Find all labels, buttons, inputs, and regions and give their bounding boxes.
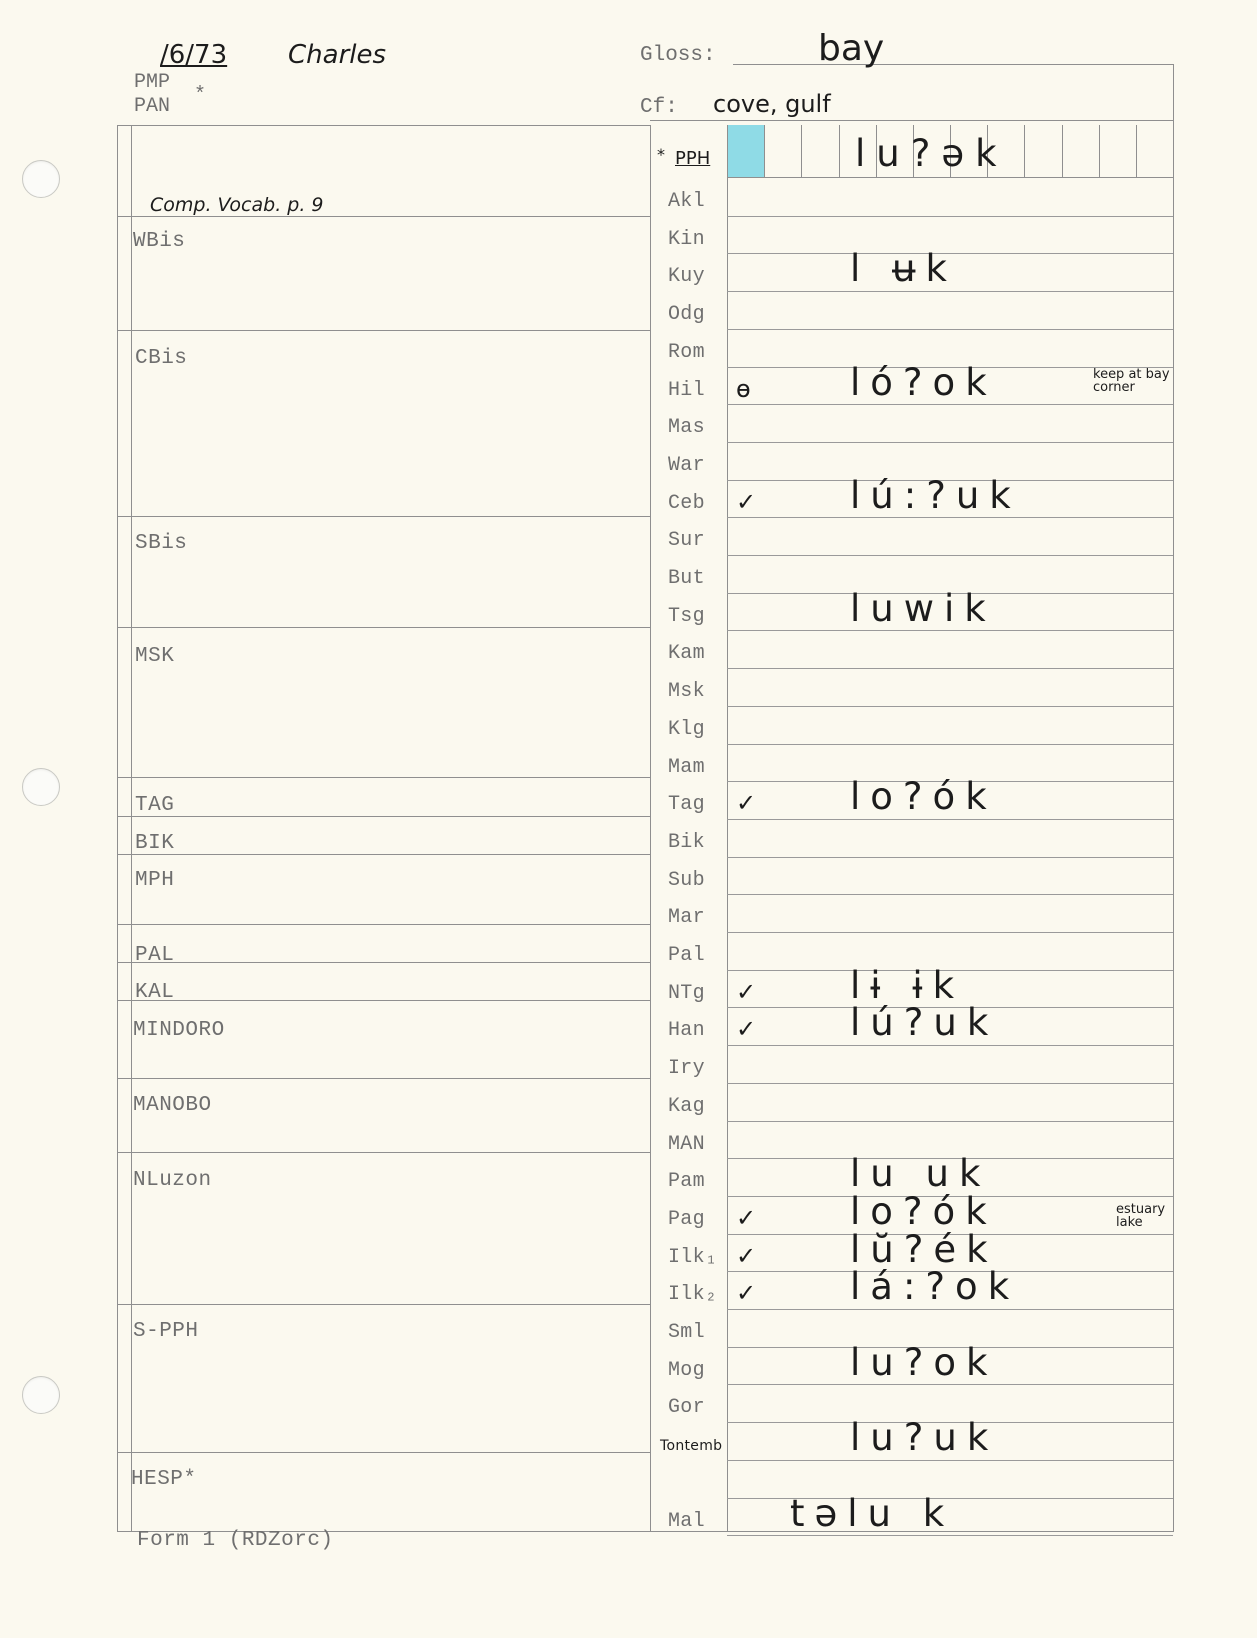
reflex-form: lɨ ɨk bbox=[850, 963, 965, 1007]
punch-hole bbox=[22, 160, 60, 198]
group-hesp: HESP* bbox=[131, 1468, 197, 1491]
group-divider bbox=[117, 1304, 650, 1305]
row-rule bbox=[727, 1083, 1173, 1084]
proto-form: lu?ək bbox=[855, 132, 1008, 175]
language-label: NTg bbox=[668, 981, 705, 1005]
language-label: Kuy bbox=[668, 265, 705, 289]
proto-cell-divider bbox=[1024, 125, 1025, 177]
row-rule bbox=[727, 517, 1173, 518]
language-label: Sub bbox=[668, 868, 705, 892]
group-s-pph: S-PPH bbox=[133, 1320, 199, 1343]
language-label: Gor bbox=[668, 1396, 705, 1420]
proto-cell-divider bbox=[1062, 125, 1063, 177]
proto-cell-divider bbox=[764, 125, 765, 177]
pag-note: estuary lake bbox=[1116, 1202, 1166, 1230]
gloss-underline bbox=[733, 64, 1173, 65]
group-pal: PAL bbox=[135, 944, 175, 967]
language-label: Tontemb bbox=[660, 1438, 723, 1455]
row-rule bbox=[727, 329, 1173, 330]
row-rule bbox=[727, 744, 1173, 745]
language-label: Kin bbox=[668, 227, 705, 251]
reflex-form: lú:?uk bbox=[850, 473, 1021, 517]
star-mark: * bbox=[194, 84, 207, 107]
group-mph: MPH bbox=[135, 869, 175, 892]
group-divider bbox=[117, 216, 650, 217]
group-divider bbox=[117, 1078, 650, 1079]
pmp-label: PMP bbox=[134, 71, 171, 94]
punch-hole bbox=[22, 768, 60, 806]
group-divider bbox=[117, 924, 650, 925]
check-mark: ✓ bbox=[736, 1279, 757, 1308]
proto-cell-divider bbox=[1136, 125, 1137, 177]
language-label: Msk bbox=[668, 680, 705, 704]
reflex-form: lo?ók bbox=[850, 775, 997, 819]
reflex-form: luwik bbox=[850, 586, 996, 630]
check-mark: ✓ bbox=[736, 1203, 757, 1232]
group-divider bbox=[117, 816, 650, 817]
proto-label: PPH bbox=[675, 148, 711, 169]
language-label: Ceb bbox=[668, 491, 705, 515]
group-divider bbox=[117, 1152, 650, 1153]
form-footer: Form 1 (RDZorc) bbox=[137, 1529, 334, 1552]
punch-hole bbox=[22, 1376, 60, 1414]
language-label: Mam bbox=[668, 755, 705, 779]
row-rule bbox=[727, 442, 1173, 443]
reflex-form: lá:?ok bbox=[850, 1265, 1020, 1309]
group-kal: KAL bbox=[135, 981, 175, 1004]
language-label: Tag bbox=[668, 793, 705, 817]
check-mark: ✓ bbox=[736, 1015, 757, 1044]
group-mindoro: MINDORO bbox=[133, 1019, 225, 1042]
language-label: Pal bbox=[668, 944, 705, 967]
group-divider bbox=[117, 516, 650, 517]
language-label: Akl bbox=[668, 190, 705, 213]
group-divider bbox=[117, 854, 650, 855]
row-rule bbox=[727, 404, 1173, 405]
reflex-form: lo?ók bbox=[850, 1189, 997, 1233]
source-note: Comp. Vocab. p. 9 bbox=[150, 194, 324, 216]
row-rule bbox=[727, 706, 1173, 707]
row-rule bbox=[727, 1309, 1173, 1310]
group-nluzon: NLuzon bbox=[133, 1169, 212, 1192]
language-label: Odg bbox=[668, 303, 705, 327]
check-mark: ɵ bbox=[736, 374, 751, 403]
left-inner-border bbox=[131, 125, 132, 1532]
gloss-label: Gloss: bbox=[640, 44, 716, 67]
proto-star: * bbox=[657, 145, 665, 164]
check-mark: ✓ bbox=[736, 789, 757, 818]
language-label: Sml bbox=[668, 1321, 705, 1344]
pan-label: PAN bbox=[134, 95, 171, 118]
group-wbis: WBis bbox=[133, 230, 186, 253]
language-label: Rom bbox=[668, 340, 705, 364]
reflex-form: lú?uk bbox=[850, 1001, 999, 1045]
group-divider bbox=[117, 627, 650, 628]
language-label: Tsg bbox=[668, 604, 705, 628]
group-tag: TAG bbox=[135, 794, 175, 817]
row-rule bbox=[727, 932, 1173, 933]
language-label: Hil bbox=[668, 378, 705, 402]
top-border-left bbox=[117, 125, 650, 126]
reflex-form: təlu k bbox=[790, 1491, 955, 1535]
language-label: Bik bbox=[668, 830, 705, 854]
proto-cell-divider bbox=[1099, 125, 1100, 177]
lang-column-divider bbox=[727, 125, 728, 1532]
group-sbis: SBis bbox=[135, 532, 188, 555]
language-label: Klg bbox=[668, 717, 705, 741]
language-label: Sur bbox=[668, 529, 705, 553]
date: /6/73 bbox=[160, 40, 228, 70]
check-mark: ✓ bbox=[736, 977, 757, 1006]
row-rule bbox=[727, 1535, 1173, 1536]
reflex-form: l ʉk bbox=[850, 247, 957, 291]
row-rule bbox=[727, 819, 1173, 820]
row-rule bbox=[727, 1384, 1173, 1385]
reflex-form: lu?uk bbox=[850, 1416, 999, 1460]
reflex-form: lu uk bbox=[850, 1152, 991, 1196]
language-label: Kag bbox=[668, 1094, 705, 1118]
group-divider bbox=[117, 1452, 650, 1453]
group-bik: BIK bbox=[135, 832, 175, 855]
group-manobo: MANOBO bbox=[133, 1094, 212, 1117]
row-rule bbox=[727, 894, 1173, 895]
language-label: But bbox=[668, 567, 705, 590]
gloss-value: bay bbox=[818, 28, 885, 69]
check-mark: ✓ bbox=[736, 487, 757, 516]
left-border bbox=[117, 125, 118, 1532]
group-divider bbox=[117, 1000, 650, 1001]
proto-cell-divider bbox=[801, 125, 802, 177]
group-divider bbox=[117, 777, 650, 778]
row-rule bbox=[727, 1121, 1173, 1122]
language-label: Kam bbox=[668, 642, 705, 666]
reflex-form: lŭ?ék bbox=[850, 1227, 998, 1271]
collector-name: Charles bbox=[288, 40, 387, 70]
language-label: Mar bbox=[668, 906, 705, 930]
language-label: Ilk₁ bbox=[668, 1245, 718, 1269]
row-rule bbox=[727, 630, 1173, 631]
cf-label: Cf: bbox=[640, 96, 678, 119]
proto-cell-divider bbox=[839, 125, 840, 177]
group-divider bbox=[117, 962, 650, 963]
row-rule bbox=[727, 291, 1173, 292]
row-rule bbox=[727, 1045, 1173, 1046]
language-label: Mal bbox=[668, 1509, 705, 1533]
center-divider bbox=[650, 125, 651, 1532]
language-label: MAN bbox=[668, 1132, 705, 1156]
language-label: Mas bbox=[668, 416, 705, 440]
reflex-form: lu?ok bbox=[850, 1340, 998, 1384]
group-msk: MSK bbox=[135, 645, 175, 668]
row-rule bbox=[727, 216, 1173, 217]
row-rule bbox=[727, 857, 1173, 858]
row-rule bbox=[727, 668, 1173, 669]
row-rule bbox=[727, 1460, 1173, 1461]
row-rule bbox=[727, 555, 1173, 556]
language-label: Iry bbox=[668, 1057, 705, 1081]
check-mark: ✓ bbox=[736, 1241, 757, 1270]
language-label: Han bbox=[668, 1019, 705, 1043]
group-cbis: CBis bbox=[135, 347, 188, 370]
language-label: War bbox=[668, 453, 705, 477]
group-divider bbox=[117, 330, 650, 331]
language-label: Mog bbox=[668, 1358, 705, 1382]
right-border bbox=[1173, 64, 1174, 1532]
hil-note: keep at bay corner bbox=[1093, 367, 1170, 395]
language-label: Pag bbox=[668, 1207, 705, 1231]
cf-box-bottom bbox=[650, 120, 1173, 121]
reflex-form: ló?ok bbox=[850, 360, 997, 404]
language-label: Pam bbox=[668, 1170, 705, 1194]
language-label: Ilk₂ bbox=[668, 1283, 718, 1307]
cf-value: cove, gulf bbox=[713, 90, 831, 118]
